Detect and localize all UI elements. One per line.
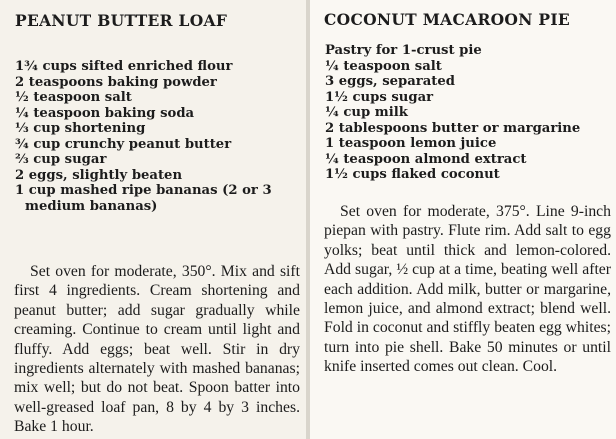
ingredient-item: ¼ teaspoon salt [325,58,442,74]
ingredient-item: 1½ cups flaked coconut [325,167,500,182]
ingredient-item: 3 eggs, separated [325,74,455,89]
ingredient-item: 2 teaspoons baking powder [15,74,217,90]
ingredient-item: 2 eggs, slightly beaten [15,167,183,183]
recipe-title: COCONUT MACAROON PIE [324,10,571,29]
ingredient-item: ⅔ cup sugar [15,152,107,167]
ingredient-item: ⅓ cup shortening [15,121,146,136]
ingredient-list [325,43,610,183]
ingredient-item: ¼ teaspoon almond extract [325,151,527,167]
ingredient-item: ¼ teaspoon baking soda [15,105,195,121]
recipe-method: Set oven for moderate, 375°. Line 9-inch piepan with pastry. Flute rim. Add salt to egg yolks; beat until thick and lemon-colored. Add sugar, ½ cup at a time, beating well after each addition. Add milk, butter or margarine, lemon juice, and almond extract; blend well. Fold in coconut and stiffly beaten egg whites; turn into pie shell. Bake 50 minutes or until knife inserted comes out clean. Cool. [324,203,611,376]
recipe-title: PEANUT BUTTER LOAF [15,11,228,30]
recipe-method: Set oven for moderate, 350°. Mix and sift first 4 ingredients. Cream shortening and peanut butter; add sugar gradually while creaming. Continue to cream until light and fluffy. Add eggs; beat well. Stir in dry ingredients alternately with mashed bananas; mix well; but do not beat. Spoon batter into well-greased loaf pan, 8 by 4 by 3 inches. Bake 1 hour. [14,263,300,436]
ingredient-item: ¾ cup crunchy peanut butter [15,136,232,152]
ingredient-item: Pastry for 1-crust pie [325,43,482,58]
ingredient-list [15,59,300,214]
ingredient-item: 1 teaspoon lemon juice [325,136,497,151]
ingredient-item: ½ teaspoon salt [15,90,132,105]
ingredient-item: 1½ cups sugar [325,89,434,105]
ingredient-item: 1 cup mashed ripe bananas (2 or 3 medium bananas) [15,183,272,214]
ingredient-item: ¼ cup milk [325,105,408,120]
recipe-peanut-butter-loaf [0,0,306,439]
recipe-coconut-macaroon-pie [310,0,616,439]
ingredient-item: 1¾ cups sifted enriched flour [15,59,233,74]
ingredient-item: 2 tablespoons butter or margarine [325,120,581,136]
